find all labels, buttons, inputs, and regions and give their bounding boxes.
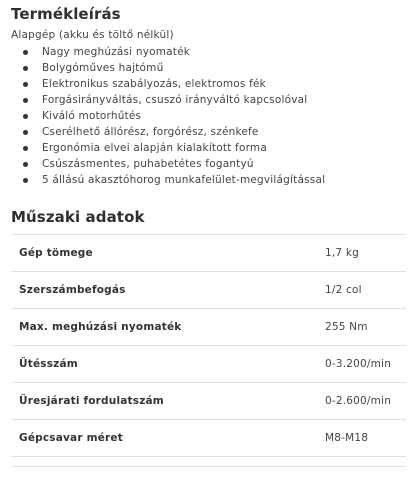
feature-item	[21, 60, 325, 76]
feature-item	[21, 92, 325, 108]
spec-row	[11, 309, 406, 346]
spec-value: 255 Nm	[325, 321, 368, 333]
spec-value: 0-2.600/min	[325, 395, 392, 407]
bullet-icon	[23, 82, 28, 87]
spec-row	[11, 383, 406, 420]
feature-text: Cserélhető állórész, forgórész, szénkefe	[42, 126, 259, 138]
spec-value: 1/2 col	[325, 284, 362, 296]
bullet-icon	[23, 98, 28, 103]
spec-label: Üresjárati fordulatszám	[19, 395, 164, 407]
feature-text: Ergonómia elvei alapján kialakított forma	[42, 142, 267, 154]
spec-label: Ütésszám	[19, 358, 78, 370]
product-description-title: Termékleírás	[11, 5, 121, 23]
bullet-icon	[23, 50, 28, 55]
feature-item	[21, 44, 325, 60]
bullet-icon	[23, 146, 28, 151]
bottom-divider	[11, 466, 406, 467]
spec-label: Max. meghúzási nyomaték	[19, 321, 182, 333]
feature-text: Nagy meghúzási nyomaték	[42, 46, 191, 58]
feature-item	[21, 108, 325, 124]
feature-text: Elektronikus szabályozás, elektromos fék	[42, 78, 266, 90]
bullet-icon	[23, 114, 28, 119]
feature-item	[21, 140, 325, 156]
feature-item	[21, 156, 325, 172]
bullet-icon	[23, 162, 28, 167]
spec-row	[11, 420, 406, 457]
feature-list	[21, 44, 325, 188]
spec-row	[11, 235, 406, 272]
feature-text: 5 állású akasztóhorog munkafelület-megvilágítással	[42, 174, 326, 186]
feature-item	[21, 172, 325, 188]
spec-row	[11, 272, 406, 309]
spec-value: M8-M18	[325, 432, 369, 444]
spec-label: Gép tömege	[19, 247, 93, 259]
feature-item	[21, 124, 325, 140]
spec-value: 0-3.200/min	[325, 358, 392, 370]
feature-text: Csúszásmentes, puhabetétes fogantyú	[42, 158, 254, 170]
feature-text: Bolygóműves hajtómű	[42, 62, 164, 74]
spec-label: Szerszámbefogás	[19, 284, 126, 296]
spec-row	[11, 346, 406, 383]
spec-value: 1,7 kg	[325, 247, 359, 259]
bullet-icon	[23, 130, 28, 135]
product-description-intro: Alapgép (akku és töltő nélkül)	[11, 29, 174, 41]
bullet-icon	[23, 66, 28, 71]
feature-text: Forgásirányváltás, csuszó irányváltó kapcsolóval	[42, 94, 308, 106]
spec-label: Gépcsavar méret	[19, 432, 123, 444]
specs-table	[11, 234, 406, 457]
feature-item	[21, 76, 325, 92]
feature-text: Kiváló motorhűtés	[42, 110, 142, 122]
specs-title: Műszaki adatok	[11, 208, 145, 226]
bullet-icon	[23, 178, 28, 183]
